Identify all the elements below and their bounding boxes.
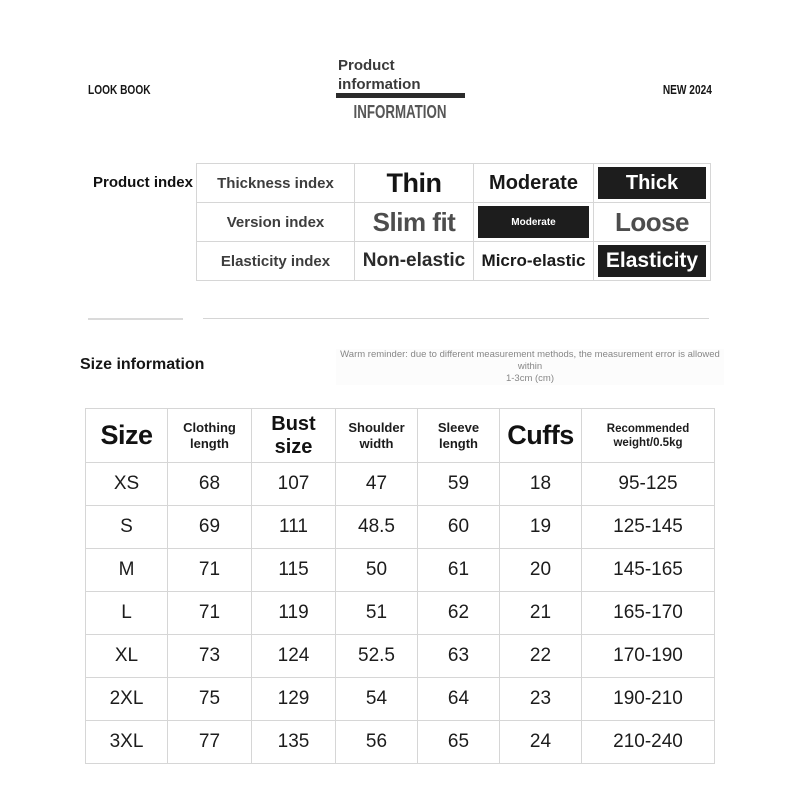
selected-option-highlight: Thick <box>598 167 706 199</box>
option-label: Thin <box>386 167 442 198</box>
size-label: XS <box>86 463 168 506</box>
size-label: 3XL <box>86 721 168 764</box>
thickness-option-thin <box>355 164 474 203</box>
table-cell: 51 <box>336 592 418 635</box>
selected-option-highlight: Moderate <box>478 206 589 238</box>
table-cell: 71 <box>168 549 252 592</box>
table-cell: 107 <box>252 463 336 506</box>
table-cell: 20 <box>500 549 582 592</box>
warm-reminder-line2: 1-3cm (cm) <box>505 373 555 384</box>
table-cell: 64 <box>418 678 500 721</box>
table-cell: 48.5 <box>336 506 418 549</box>
size-label: 2XL <box>86 678 168 721</box>
column-header-recommended-weight: Recommended weight/0.5kg <box>582 409 715 463</box>
table-cell: 18 <box>500 463 582 506</box>
table-cell: 73 <box>168 635 252 678</box>
table-cell: 77 <box>168 721 252 764</box>
table-cell: 71 <box>168 592 252 635</box>
column-header-size: Size <box>86 409 168 463</box>
option-label: Micro-elastic <box>481 251 586 270</box>
column-header-bust-size: Bust size <box>252 409 336 463</box>
option-label: Loose <box>614 206 690 237</box>
option-label: Non-elastic <box>362 250 466 271</box>
page-title <box>338 56 421 94</box>
table-cell: 135 <box>252 721 336 764</box>
table-cell: 60 <box>418 506 500 549</box>
brand-lookbook: LOOK BOOK <box>88 82 151 97</box>
table-cell: 145-165 <box>582 549 715 592</box>
table-cell: 54 <box>336 678 418 721</box>
version-option-slim-fit <box>355 203 474 242</box>
table-cell: 119 <box>252 592 336 635</box>
divider-long <box>203 318 709 319</box>
table-cell: 52.5 <box>336 635 418 678</box>
table-cell: 111 <box>252 506 336 549</box>
option-label: Slim fit <box>372 206 456 237</box>
title-underline <box>336 93 465 98</box>
table-cell: 124 <box>252 635 336 678</box>
product-index-table <box>196 163 711 281</box>
table-cell: 24 <box>500 721 582 764</box>
thickness-option-moderate <box>474 164 594 203</box>
table-cell: 69 <box>168 506 252 549</box>
column-header-cuffs: Cuffs <box>500 409 582 463</box>
page-title-line1: Product <box>338 57 395 74</box>
elasticity-index-label: Elasticity index <box>197 242 355 281</box>
column-header-sleeve-length: Sleeve length <box>418 409 500 463</box>
table-cell: 75 <box>168 678 252 721</box>
size-label: XL <box>86 635 168 678</box>
table-cell: 59 <box>418 463 500 506</box>
size-label: S <box>86 506 168 549</box>
size-table <box>85 408 715 764</box>
divider-short <box>88 318 183 320</box>
elasticity-option-micro-elastic <box>474 242 594 281</box>
table-cell: 165-170 <box>582 592 715 635</box>
table-cell: 95-125 <box>582 463 715 506</box>
warm-reminder-text <box>336 349 724 385</box>
table-cell: 68 <box>168 463 252 506</box>
size-label: L <box>86 592 168 635</box>
table-cell: 61 <box>418 549 500 592</box>
table-cell: 65 <box>418 721 500 764</box>
new-2024-badge: NEW 2024 <box>662 82 712 97</box>
page-subtitle: INFORMATION <box>353 102 447 122</box>
table-cell: 129 <box>252 678 336 721</box>
thickness-option-thick-selected <box>594 164 711 203</box>
version-option-moderate-selected <box>474 203 594 242</box>
thickness-index-label: Thickness index <box>197 164 355 203</box>
size-information-title: Size information <box>80 356 205 373</box>
column-header-clothing-length: Clothing length <box>168 409 252 463</box>
column-header-shoulder-width: Shoulder width <box>336 409 418 463</box>
table-cell: 210-240 <box>582 721 715 764</box>
product-index-label: Product index <box>92 174 193 191</box>
table-cell: 23 <box>500 678 582 721</box>
table-cell: 47 <box>336 463 418 506</box>
table-cell: 190-210 <box>582 678 715 721</box>
version-option-loose <box>594 203 711 242</box>
page-title-line2: information <box>338 76 421 93</box>
size-label: M <box>86 549 168 592</box>
table-cell: 170-190 <box>582 635 715 678</box>
option-label: Moderate <box>489 171 578 194</box>
table-cell: 62 <box>418 592 500 635</box>
elasticity-option-non-elastic <box>355 242 474 281</box>
table-cell: 125-145 <box>582 506 715 549</box>
table-cell: 56 <box>336 721 418 764</box>
elasticity-option-elasticity-selected <box>594 242 711 281</box>
table-cell: 19 <box>500 506 582 549</box>
table-cell: 22 <box>500 635 582 678</box>
warm-reminder-line1: Warm reminder: due to different measurement methods, the measurement error is allowed within <box>340 349 720 372</box>
table-cell: 21 <box>500 592 582 635</box>
version-index-label: Version index <box>197 203 355 242</box>
table-cell: 63 <box>418 635 500 678</box>
table-cell: 50 <box>336 549 418 592</box>
table-cell: 115 <box>252 549 336 592</box>
selected-option-highlight: Elasticity <box>598 245 706 277</box>
